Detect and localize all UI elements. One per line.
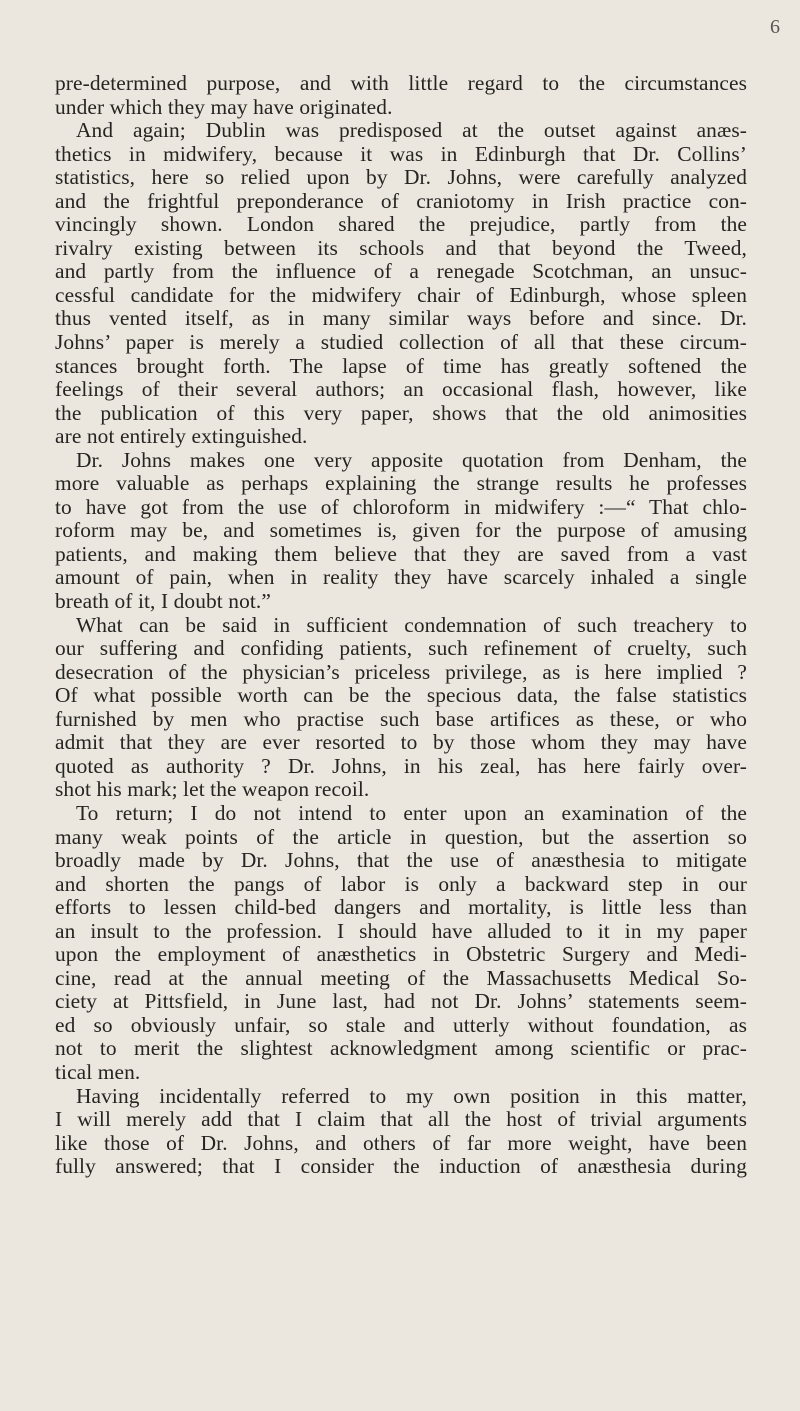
text-line: roform may be, and sometimes is, given for the purpose of amusing (55, 518, 747, 543)
text-line: ed so obviously unfair, so stale and utterly without foundation, as (55, 1012, 747, 1037)
text-line: vincingly shown. London shared the prejudice, partly from the (55, 212, 747, 237)
text-line: and the frightful preponderance of craniotomy in Irish practice con- (55, 188, 747, 213)
text-line: the publication of this very paper, shows that the old animosities (55, 400, 747, 425)
text-line: not to merit the slightest acknowledgment among scientific or prac- (55, 1036, 747, 1061)
text-line: rivalry existing between its schools and that beyond the Tweed, (55, 235, 747, 260)
text-line: feelings of their several authors; an occasional flash, however, like (55, 377, 747, 402)
text-line: stances brought forth. The lapse of time has greatly softened the (55, 353, 747, 378)
body-text (55, 72, 747, 1179)
text-line: broadly made by Dr. Johns, that the use of anæsthesia to mitigate (55, 848, 747, 873)
text-line: Dr. Johns makes one very apposite quotation from Denham, the (76, 447, 747, 472)
text-line: more valuable as perhaps explaining the strange results he professes (55, 471, 747, 496)
text-line: patients, and making them believe that they are saved from a vast (55, 541, 747, 566)
text-line: quoted as authority ? Dr. Johns, in his zeal, has here fairly over- (55, 753, 747, 778)
text-line: tical men. (55, 1059, 141, 1084)
text-line: are not entirely extinguished. (55, 424, 308, 449)
text-line: Having incidentally referred to my own position in this matter, (76, 1083, 747, 1108)
text-line: furnished by men who practise such base artifices as these, or who (55, 706, 747, 731)
page-number: 6 (770, 16, 780, 38)
text-line: statistics, here so relied upon by Dr. Johns, were carefully analyzed (55, 165, 747, 190)
text-line: cine, read at the annual meeting of the Massachusetts Medical So- (55, 965, 747, 990)
text-line: What can be said in sufficient condemnation of such treachery to (76, 612, 747, 637)
text-line: amount of pain, when in reality they have scarcely inhaled a single (55, 565, 747, 590)
text-line: to have got from the use of chloroform in midwifery :—“ That chlo- (55, 494, 747, 519)
text-line: breath of it, I doubt not.” (55, 589, 271, 614)
text-line: under which they may have originated. (55, 94, 393, 119)
text-line: upon the employment of anæsthetics in Obstetric Surgery and Medi- (55, 942, 747, 967)
text-line: an insult to the profession. I should have alluded to it in my paper (55, 918, 747, 943)
text-line: like those of Dr. Johns, and others of far more weight, have been (55, 1130, 747, 1155)
text-line: shot his mark; let the weapon recoil. (55, 777, 370, 802)
text-line: fully answered; that I consider the induction of anæsthesia during (55, 1154, 747, 1179)
text-line: I will merely add that I claim that all the host of trivial arguments (55, 1107, 747, 1132)
text-line: desecration of the physician’s priceless privilege, as is here implied ? (55, 659, 747, 684)
text-line: thus vented itself, as in many similar ways before and since. Dr. (55, 306, 747, 331)
text-line: efforts to lessen child-bed dangers and mortality, is little less than (55, 895, 747, 920)
text-line: And again; Dublin was predisposed at the outset against anæs- (76, 118, 747, 143)
text-line: and shorten the pangs of labor is only a backward step in our (55, 871, 747, 896)
text-line: many weak points of the article in question, but the assertion so (55, 824, 747, 849)
text-line: ciety at Pittsfield, in June last, had not Dr. Johns’ statements seem- (55, 989, 747, 1014)
text-line: our suffering and confiding patients, such refinement of cruelty, such (55, 636, 747, 661)
text-line: pre-determined purpose, and with little regard to the circumstances (55, 71, 747, 95)
text-line: thetics in midwifery, because it was in Edinburgh that Dr. Collins’ (55, 141, 747, 166)
text-line: Johns’ paper is merely a studied collection of all that these circum- (55, 330, 747, 355)
text-line: cessful candidate for the midwifery chair of Edinburgh, whose spleen (55, 282, 747, 307)
text-line: and partly from the influence of a renegade Scotchman, an unsuc- (55, 259, 747, 284)
text-line: Of what possible worth can be the specious data, the false statistics (55, 683, 747, 708)
text-line: To return; I do not intend to enter upon an examination of the (76, 800, 747, 825)
text-line: admit that they are ever resorted to by those whom they may have (55, 730, 747, 755)
